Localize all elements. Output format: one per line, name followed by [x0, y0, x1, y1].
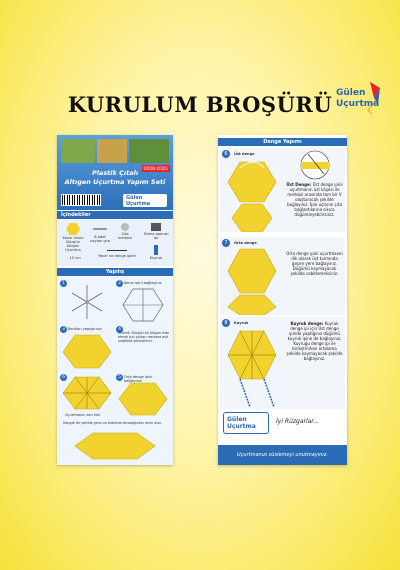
- cover-title-line2: Altıgen Uçurtma Yapım Seti: [64, 178, 166, 186]
- balance-heading: Denge Yapımı: [218, 138, 347, 146]
- assembly-step: 3 Bantları yapıştırınız: [59, 325, 115, 369]
- hexagon-kite-icon: [66, 223, 80, 235]
- contents-item: 15 cm: [69, 256, 81, 260]
- contents-heading: İçindekiler: [57, 211, 173, 219]
- brochure-logo: [223, 412, 269, 434]
- brochure-logo-line1: Gülen: [227, 416, 247, 423]
- string-icon: [107, 250, 127, 251]
- balance-step: 7 Orta denge Orta denge ipini uçurtmanın dik olarak üst kısmında geçen yere bağlayınız. Düğümü kaymayacak şekilde sabitlemelisiniz.: [220, 237, 345, 315]
- handle-icon: [151, 223, 161, 231]
- finished-kite-icon: [59, 373, 115, 413]
- cover-title-line1: Plastik Çıtalı: [91, 169, 139, 177]
- brand-logo-line1: Gülen: [336, 88, 366, 98]
- assembly-step: 1: [59, 279, 115, 323]
- brand-logo-line2: Uçurtma: [336, 99, 380, 109]
- balance-step: 6 Üst denge Üst Denge: Üst denge ipini uçurtmanın üst köşesi ile merkezi arasında tam bir V oluşturacak şekilde bağlayınız. İpin uçlarını çıta bağlantılarına sıkıca düğümleyebilirsiniz.: [220, 148, 345, 232]
- tail-icon: [154, 245, 158, 255]
- assembly-step: Dengeli bir şekilde gerin ve bükülme olmadığından emin olun.: [59, 419, 171, 463]
- cover-photo: [129, 139, 169, 163]
- balance-step: 8 Kuyruk Kuyruk denge: Kuyruk denge ipi için Üst denge ipinde yaptığınız düğümü kuyruk ipine de bağlayınız. Kuyruğu denge ipi ile birleştirirken ortalama şekilde kaymayacak şekilde bağlayınız.: [220, 317, 345, 409]
- assembly-steps: [57, 277, 173, 465]
- rod-icon: [93, 228, 107, 230]
- contents-item: Kuyruk: [141, 245, 171, 260]
- assembly-step: 2 Kenar ipini bağlayınız: [115, 279, 171, 323]
- hexagon-sail-icon: [59, 325, 115, 369]
- knot-detail-icon: [290, 150, 340, 180]
- assembly-step: 5 Orta denge ipini bağlayınız: [115, 373, 171, 419]
- left-brochure-page: [57, 135, 173, 465]
- right-brochure-page: [218, 135, 347, 465]
- footer-note: Uçurtmanızı süslemeyi unutmayınız.: [218, 445, 347, 465]
- steps-heading: Yapılış: [57, 268, 173, 276]
- contents-item: Yanar ve denge ipleri: [97, 247, 137, 258]
- product-code-badge: ÜRÜN KODU: [143, 166, 168, 171]
- barcode: [61, 194, 101, 206]
- cover-logo-line1: Gülen: [126, 195, 143, 201]
- contents-item: 6 adet naylon çıta: [89, 223, 111, 243]
- middle-balance-kite-icon: [220, 237, 286, 315]
- hub-icon: [121, 223, 129, 231]
- cover-logo-line2: Uçurtma: [126, 201, 151, 207]
- assembly-step: 4 Önemli: Düzgün bir Altıgen elde etmek için çıtaları merkeze eşit uzaklıkta yerleştiriniz.: [118, 327, 169, 343]
- brand-logo: [328, 80, 382, 116]
- cover-photo: [61, 139, 95, 163]
- page-title: KURULUM BROŞÜRÜ: [67, 92, 333, 117]
- contents-item: Kenar kısmı Düzgün Altıgen Uçurtma: [60, 223, 86, 252]
- hexagon-frame-icon: [115, 279, 171, 323]
- kite-logo-icon: [328, 80, 382, 116]
- rods-star-icon: [59, 279, 115, 323]
- brochure-logo-line2: Uçurtma: [227, 423, 256, 430]
- tail-balance-kite-icon: [220, 317, 286, 409]
- assembly-step: 6 Uçurtmanın son hali: [59, 373, 115, 419]
- hexagon-sail-icon: [59, 431, 171, 461]
- cover-photo: [97, 139, 127, 163]
- contents-item: Çıta merkezi: [114, 223, 136, 240]
- contents-item: Tutma aparatı ipi: [141, 223, 171, 240]
- good-winds-text: İyi Rüzgarlar...: [276, 418, 319, 425]
- top-balance-kite-icon: [220, 148, 286, 232]
- contents-section: [57, 220, 173, 266]
- cover-section: [57, 135, 173, 210]
- cover-logo: [123, 194, 167, 207]
